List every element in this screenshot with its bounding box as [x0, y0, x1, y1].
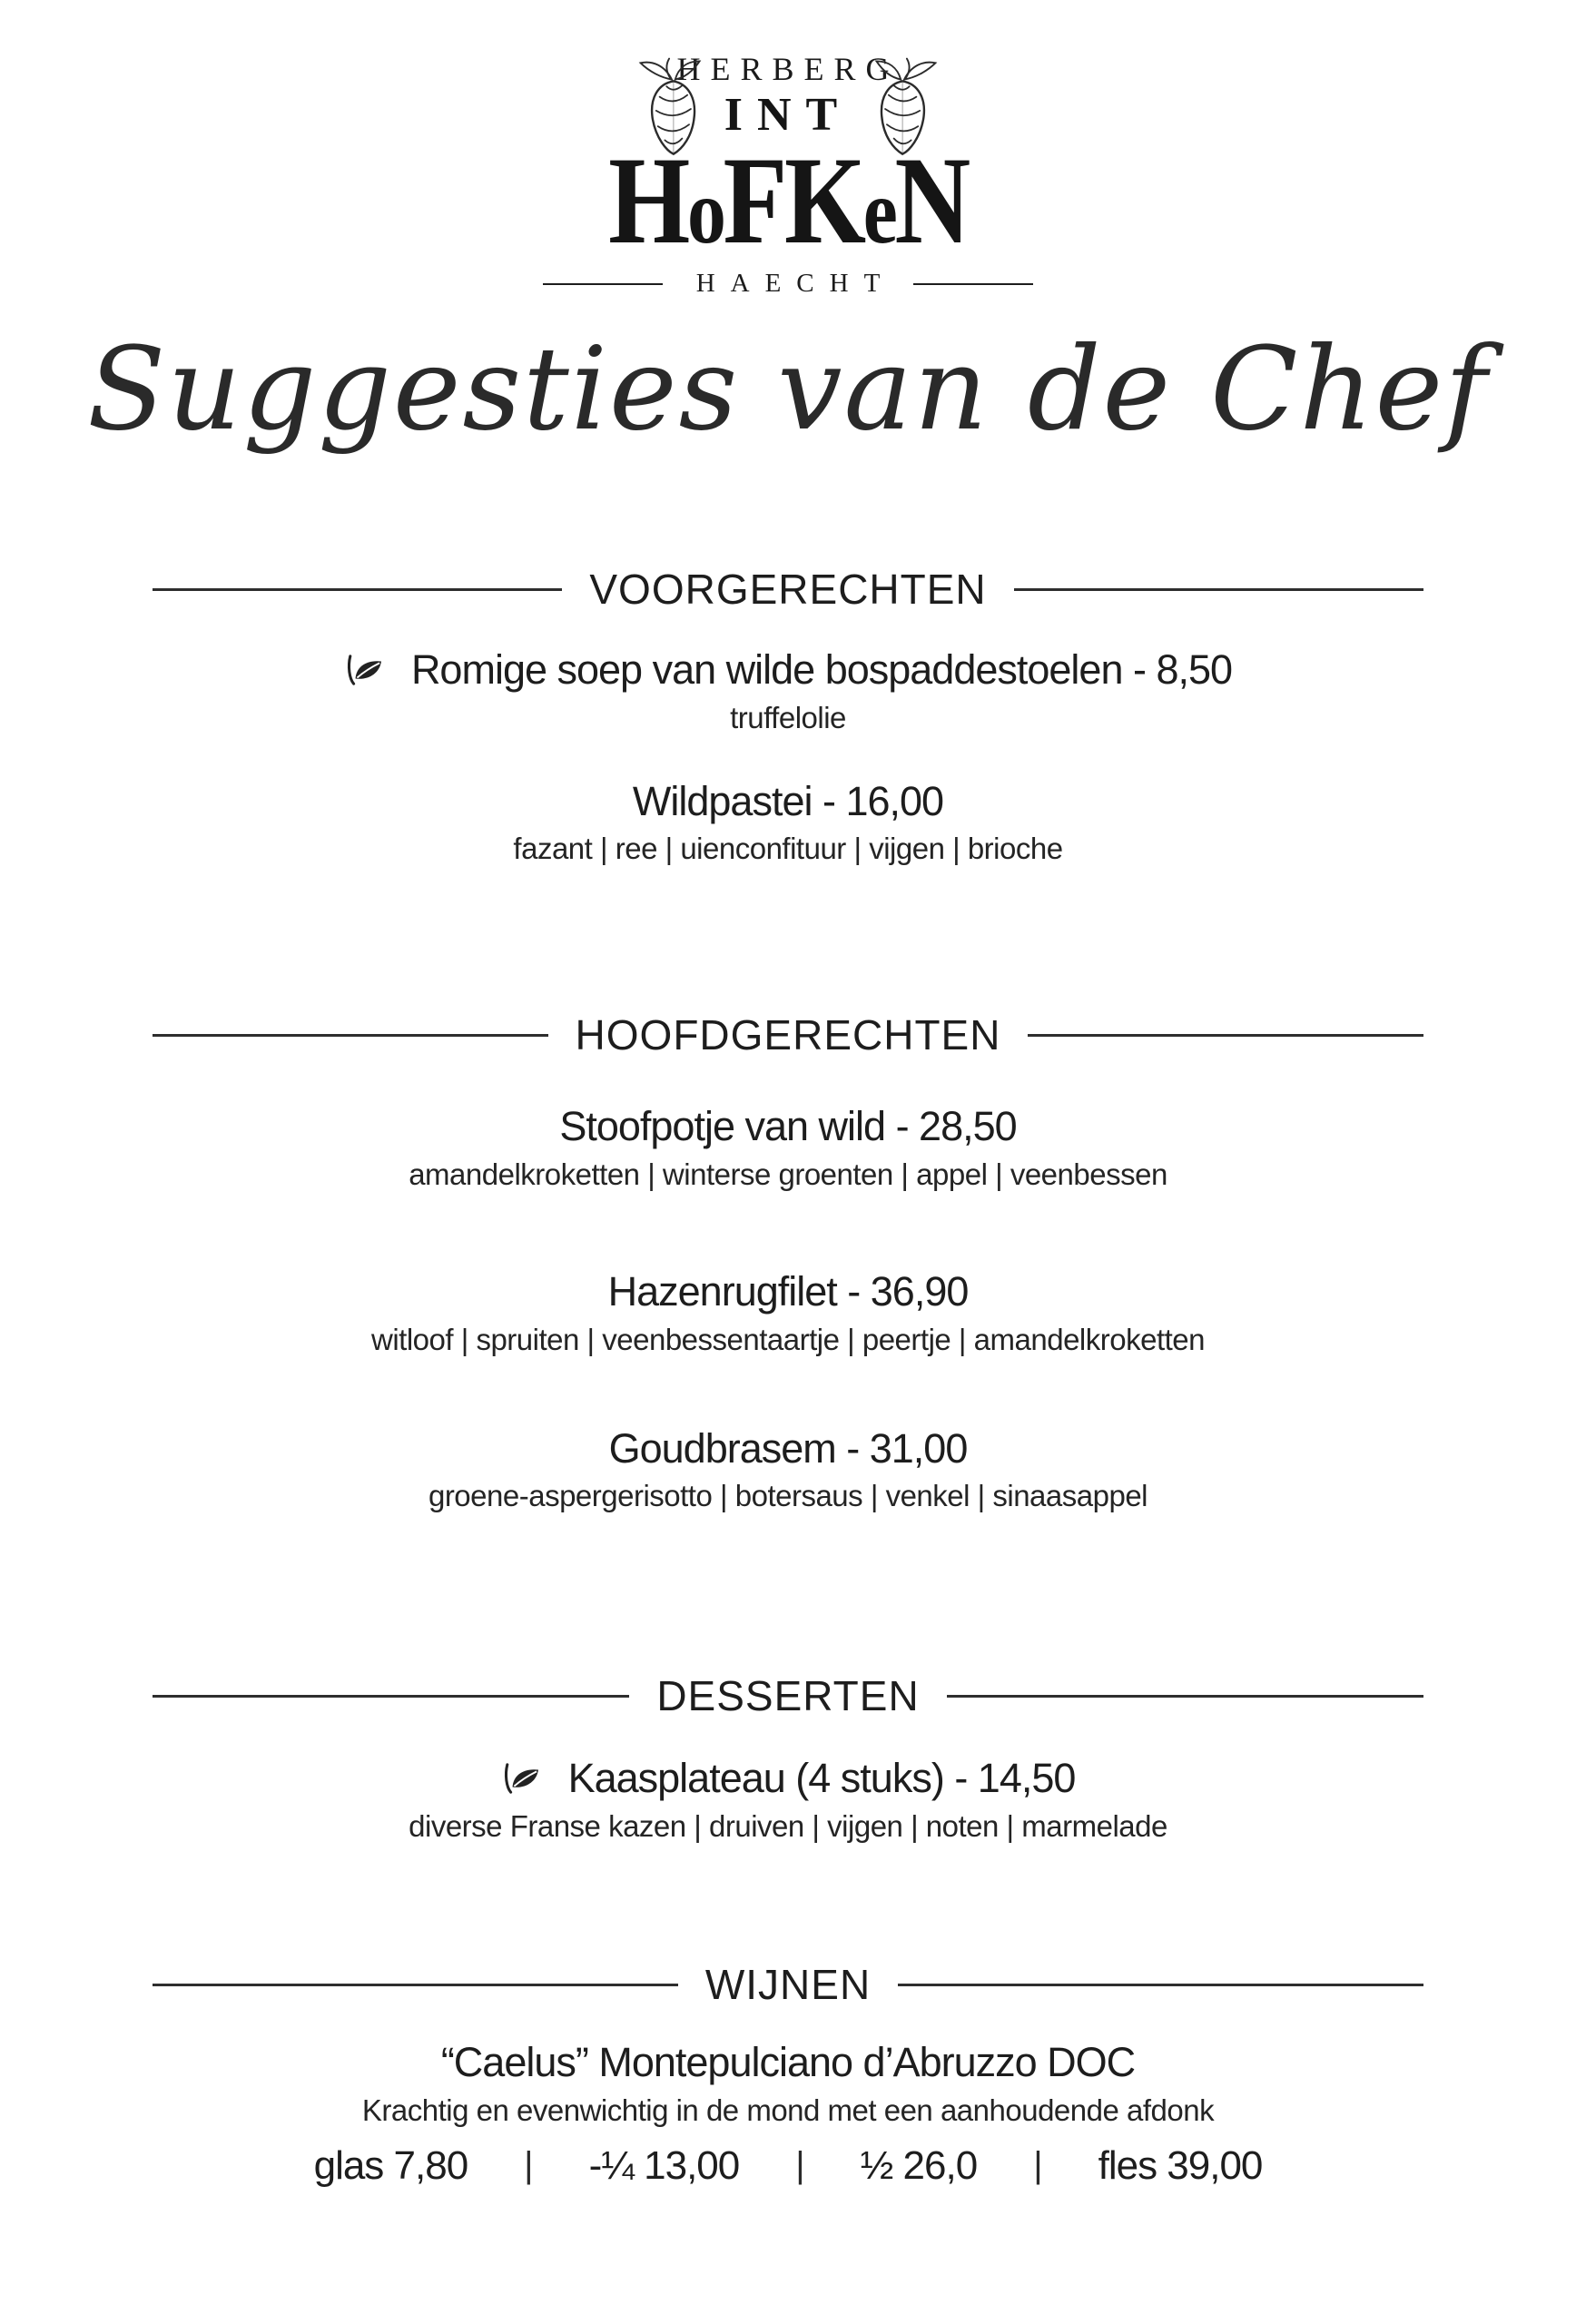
- section-title: DESSERTEN: [656, 1672, 920, 1720]
- section-title: VOORGERECHTEN: [589, 566, 987, 614]
- logo-word-int: INT: [724, 89, 852, 141]
- item-title: Stoofpotje van wild - 28,50: [559, 1103, 1017, 1150]
- item-title: Kaasplateau (4 stuks) - 14,50: [567, 1755, 1076, 1802]
- divider-line: [153, 1984, 678, 1986]
- section-wijnen: [0, 1960, 1576, 2188]
- section-header: [153, 1671, 1423, 1720]
- divider-line: [153, 1034, 548, 1037]
- divider-line: [898, 1984, 1423, 1986]
- item-title: Goudbrasem - 31,00: [608, 1424, 968, 1472]
- divider-line: [153, 588, 562, 591]
- wine-description: Krachtig en evenwichtig in de mond met een aanhoudende afdonk: [361, 2093, 1215, 2128]
- divider-line: [913, 283, 1033, 285]
- logo-word-haecht: HAECHT: [695, 269, 896, 299]
- item-title: Wildpastei - 16,00: [632, 777, 944, 824]
- divider-line: [947, 1695, 1423, 1698]
- price-separator: |: [524, 2145, 533, 2186]
- wine-price-glass: glas 7,80: [313, 2142, 468, 2188]
- divider-line: [1014, 588, 1423, 591]
- logo-location-row: [0, 269, 1576, 299]
- leaf-icon: [344, 653, 384, 687]
- section-hoofdgerechten: [0, 1010, 1576, 1514]
- menu-item: [0, 1425, 1576, 1514]
- logo-word-hofken: HoFKeN: [608, 131, 968, 270]
- section-title: WIJNEN: [704, 1961, 872, 2009]
- section-header: [153, 565, 1423, 614]
- section-header: [153, 1010, 1423, 1059]
- price-separator: |: [1033, 2145, 1042, 2186]
- divider-line: [543, 283, 663, 285]
- item-description: diverse Franse kazen | druiven | vijgen | noten | marmelade: [409, 1808, 1167, 1843]
- price-separator: |: [795, 2145, 804, 2186]
- menu-item: [0, 1755, 1576, 1844]
- menu-item: [0, 778, 1576, 867]
- menu-item: [0, 1103, 1576, 1192]
- wine-price-row: [0, 2143, 1576, 2189]
- wine-price-quarter: -¼ 13,00: [588, 2142, 740, 2188]
- leaf-icon: [501, 1761, 541, 1796]
- item-description: amandelkroketten | winterse groenten | appel | veenbessen: [409, 1157, 1167, 1191]
- item-description: witloof | spruiten | veenbessentaartje | peertje | amandelkroketten: [371, 1323, 1205, 1357]
- item-description: fazant | ree | uienconfituur | vijgen | brioche: [513, 832, 1063, 866]
- wine-price-bottle: fles 39,00: [1098, 2142, 1263, 2188]
- item-description: truffelolie: [730, 701, 846, 735]
- section-title: HOOFDGERECHTEN: [575, 1011, 1001, 1059]
- divider-line: [153, 1695, 629, 1698]
- menu-item: [0, 2039, 1576, 2188]
- item-title: Hazenrugfilet - 36,90: [607, 1268, 969, 1315]
- wine-price-half: ½ 26,0: [860, 2142, 978, 2188]
- menu-title: Suggesties van de Chef: [87, 322, 1489, 457]
- restaurant-logo: [0, 0, 1576, 299]
- wine-name: “Caelus” Montepulciano d’Abruzzo DOC: [440, 2039, 1136, 2086]
- menu-item: [0, 1268, 1576, 1357]
- section-header: [153, 1960, 1423, 2009]
- section-desserten: [0, 1671, 1576, 1844]
- menu-item: [0, 646, 1576, 735]
- item-description: groene-aspergerisotto | botersaus | venkel | sinaasappel: [428, 1479, 1148, 1513]
- section-voorgerechten: [0, 565, 1576, 867]
- logo-word-herberg: HERBERG: [676, 51, 900, 87]
- item-title: Romige soep van wilde bospaddestoelen - 8,50: [410, 646, 1233, 694]
- divider-line: [1028, 1034, 1423, 1037]
